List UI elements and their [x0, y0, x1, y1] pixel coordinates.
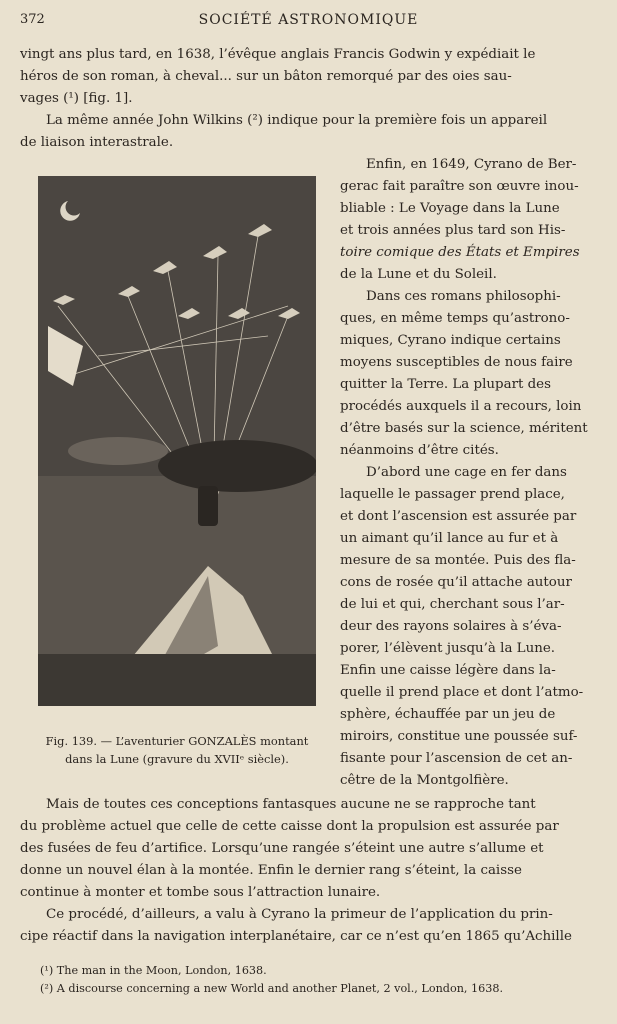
page-number: 372 [20, 12, 45, 27]
caption-line: dans la Lune (gravure du XVIIᵉ siècle). [65, 752, 289, 766]
text-line: de lui et qui, cherchant sous l’ar- [340, 597, 565, 612]
text-line: de liaison interastrale. [20, 135, 174, 150]
text-line: et dont l’ascension est assurée par [340, 509, 577, 524]
intro-paragraph [20, 44, 596, 110]
text-line: héros de son roman, à cheval... sur un bâton remorqué par des oies sau- [20, 69, 512, 84]
text-line: des fusées de feu d’artifice. Lorsqu’une rangée s’éteint une autre s’allume et [20, 841, 544, 856]
text-line: fisante pour l’ascension de cet an- [340, 751, 573, 766]
text-line: Ce procédé, d’ailleurs, a valu à Cyrano la primeur de l’application du prin- [46, 907, 553, 922]
text-line: continue à monter et tombe sous l’attraction lunaire. [20, 885, 381, 900]
footnote-1: (¹) The man in the Moon, London, 1638. [40, 964, 267, 977]
figure-caption [36, 732, 318, 768]
text-line: vingt ans plus tard, en 1638, l’évêque anglais Francis Godwin y expédiait le [20, 47, 536, 62]
text-line: porer, l’élèvent jusqu’à la Lune. [340, 641, 556, 656]
text-line: bliable : Le Voyage dans la Lune [340, 201, 560, 216]
text-line: miroirs, constitue une poussée suf- [340, 729, 578, 744]
wilkins-paragraph [20, 110, 596, 154]
text-line: cons de rosée qu’il attache autour [340, 575, 572, 590]
column-text [340, 154, 596, 792]
text-line: moyens susceptibles de nous faire [340, 355, 573, 370]
text-line: d’être basés sur la science, méritent [340, 421, 588, 436]
text-line: sphère, échauffée par un jeu de [340, 707, 556, 722]
text-line: cipe réactif dans la navigation interplanétaire, car ce n’est qu’en 1865 qu’Achille [20, 929, 572, 944]
caption-line: Fig. 139. — L’aventurier GONZALÈS montant [45, 734, 309, 748]
text-line: donne un nouvel élan à la montée. Enfin le dernier rang s’éteint, la caisse [20, 863, 522, 878]
text-line: Dans ces romans philosophi- [366, 289, 561, 304]
text-line: du problème actuel que celle de cette caisse dont la propulsion est assurée par [20, 819, 559, 834]
text-line: La même année John Wilkins (²) indique pour la première fois un appareil [46, 113, 548, 128]
text-line: néanmoins d’être cités. [340, 443, 499, 458]
text-line: miques, Cyrano indique certains [340, 333, 561, 348]
text-line: quelle il prend place et dont l’atmo- [340, 685, 584, 700]
text-line: procédés auxquels il a recours, loin [340, 399, 582, 414]
text-line: de la Lune et du Soleil. [340, 267, 497, 282]
bottom-text [20, 794, 596, 948]
text-line: laquelle le passager prend place, [340, 487, 565, 502]
text-line: gerac fait paraître son œuvre inou- [340, 179, 579, 194]
text-line: un aimant qu’il lance au fur et à [340, 531, 559, 546]
text-line: ques, en même temps qu’astrono- [340, 311, 570, 326]
engraving-figure [38, 176, 316, 706]
text-line: Mais de toutes ces conceptions fantasques aucune ne se rapproche tant [46, 797, 536, 812]
text-line: et trois années plus tard son His- [340, 223, 566, 238]
text-line: Enfin, en 1649, Cyrano de Ber- [366, 157, 577, 172]
text-line: deur des rayons solaires à s’éva- [340, 619, 562, 634]
text-line: mesure de sa montée. Puis des fla- [340, 553, 576, 568]
text-line: quitter la Terre. La plupart des [340, 377, 551, 392]
footnote-2: (²) A discourse concerning a new World and another Planet, 2 vol., London, 1638. [40, 982, 504, 995]
text-line: cêtre de la Montgolfière. [340, 773, 509, 788]
engraving-illustration [38, 176, 316, 706]
text-line: toire comique des États et Empires [340, 245, 580, 260]
text-line: D’abord une cage en fer dans [366, 465, 567, 480]
text-line: Enfin une caisse légère dans la- [340, 663, 556, 678]
text-line: vages (¹) [fig. 1]. [20, 91, 133, 106]
running-title: SOCIÉTÉ ASTRONOMIQUE [198, 12, 419, 28]
aviator-figure [198, 486, 218, 526]
